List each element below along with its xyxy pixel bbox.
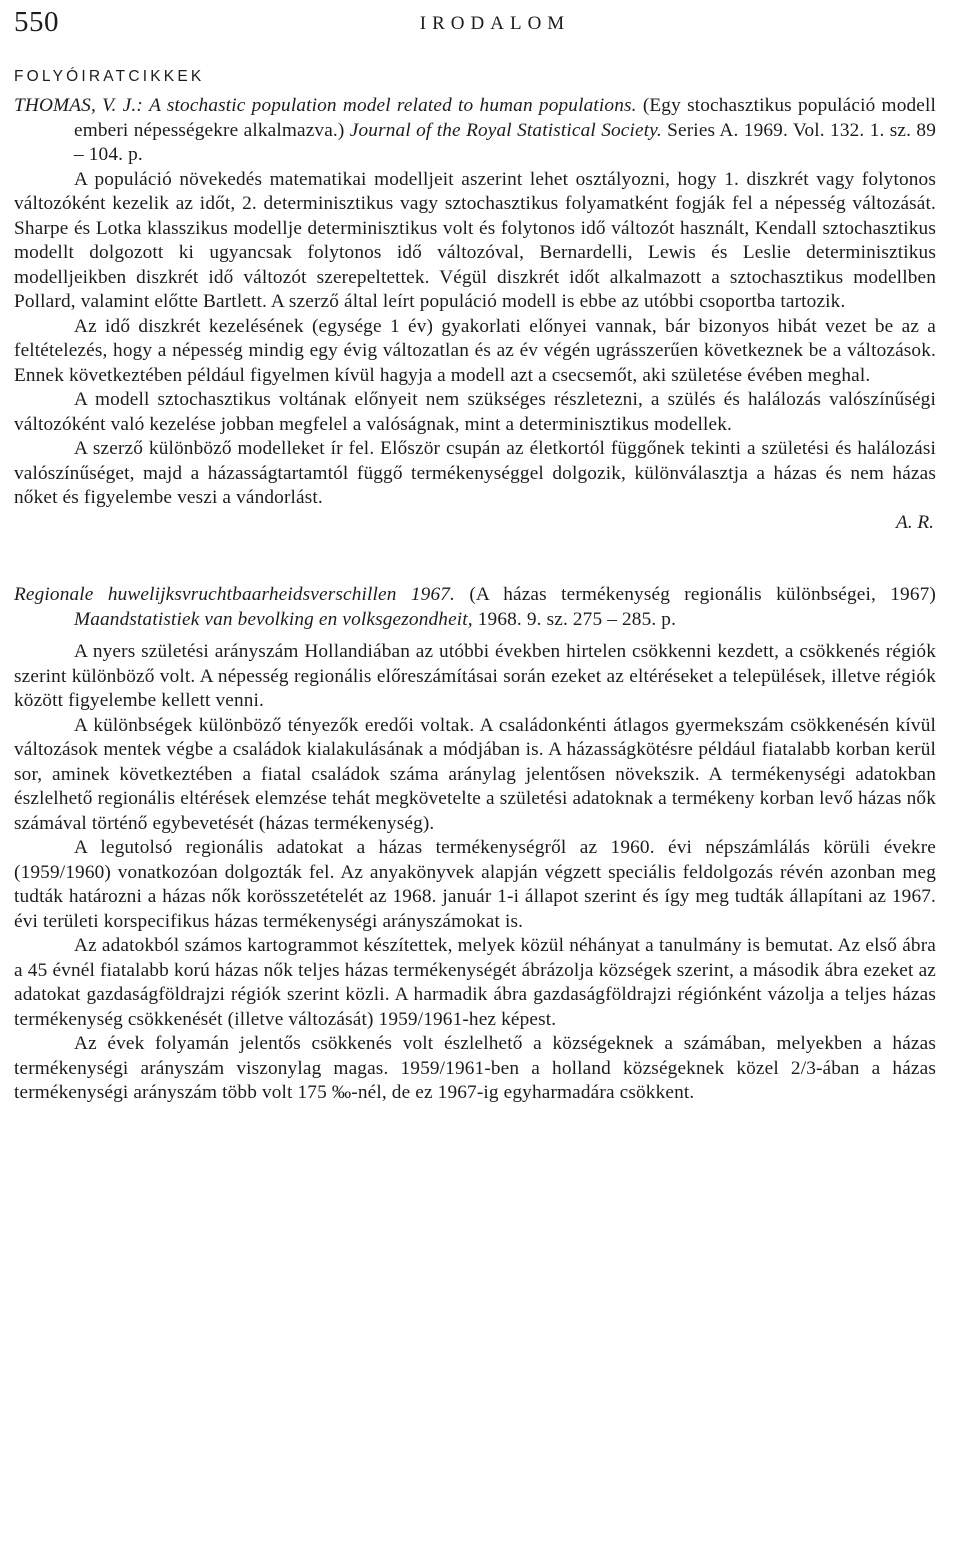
citation	[14, 94, 936, 168]
page-content	[14, 0, 936, 1106]
paragraph: Az évek folyamán jelentős csökkenés volt észlelhető a községeknek a számában, melyekben a házas termékenységi arányszám viszonylag magas. 1959/1961-ben a holland községeknek közel 2/3-ában a házas termékenységi arányszám több volt 175 ‰-nél, de ez 1967-ig egyharmadára csökkent.	[14, 1033, 936, 1103]
section-label: FOLYÓIRATCIKKEK	[14, 68, 205, 85]
page-number: 550	[14, 6, 59, 38]
citation-author: THOMAS, V. J.:	[14, 95, 143, 116]
citation	[14, 583, 936, 632]
citation-title: Regionale huwelijksvruchtbaarheidsverschillen 1967.	[14, 584, 455, 605]
review-entry-regionale	[14, 583, 936, 1106]
entry-separator	[14, 535, 936, 583]
paragraph: A modell sztochasztikus voltának előnyeit nem szükséges részletezni, a szülés és halálozás valószínűségi változóként való kezelése jobban megfelel a valóságnak, mint a determinisztikus modellek.	[14, 389, 936, 435]
citation-translation: (Egy stochasztikus populáció modell emberi népességekre alkalmazva.)	[74, 95, 937, 141]
review-entry-thomas	[14, 94, 936, 535]
paragraph: A legutolsó regionális adatokat a házas termékenységről az 1960. évi népszámlálás körüli évekre (1959/1960) vonatkozóan dolgozták fel. Az anyakönyvek alapján végzett speciális feldolgozás révén azonban meg tudták határozni a házas nők korösszetételét az 1968. január 1-i állapot szerint és így meg tudták állapítani az 1967. évi területi korspecifikus házas termékenységi arányszámokat is.	[14, 837, 936, 932]
running-head: IRODALOM	[419, 13, 571, 34]
page-header	[14, 0, 936, 60]
citation-translation: (A házas termékenység regionális különbségei, 1967)	[469, 584, 936, 605]
citation-details: Series A. 1969. Vol. 132. 1. sz. 89 – 104. p.	[74, 119, 937, 165]
reviewer-signature: A. R.	[895, 511, 934, 533]
citation-details: 1968. 9. sz. 275 – 285. p.	[477, 608, 677, 630]
paragraph: A különbségek különböző tényezők eredői voltak. A családonkénti átlagos gyermekszám csökkenésén kívül változások mentek végbe a családok kialakulásának a módjában is. A házasságkötésre például fiatalabb korban kerül sor, aminek következtében a fiatal családok száma aránylag jelentősen növekszik. A termékenységi adatokban észlelhető regionális eltérések elemzése tehát megkövetelte a születési adatoknak a termékeny korban levő házas nők számával történő egybevetését (házas termékenység).	[14, 714, 936, 834]
paragraph: A szerző különböző modelleket ír fel. Először csupán az életkortól függőnek tekinti a születési és halálozási valószínűséget, majd a házasságtartamtól függő termékenységgel dolgozik, különválasztja a házas és nem házas nőket és figyelembe veszi a vándorlást.	[14, 438, 936, 508]
citation-title: A stochastic population model related to human populations.	[149, 95, 637, 116]
paragraph: Az idő diszkrét kezelésének (egysége 1 év) gyakorlati előnyei vannak, bár bizonyos hibát vezet be az a feltételezés, hogy a népesség mindig egy évig változatlan és az év végén ugrásszerűen következnek be a változások. Ennek következtében például figyelmen kívül hagyja a modell azt a csecsemőt, aki születése évében meghal.	[14, 315, 936, 386]
paragraph: A nyers születési arányszám Hollandiában az utóbbi években hirtelen csökkenni kezdett, a csökkenés régiók szerint különböző volt. A népesség regionális előreszámításai során ezeket az eltéréseket a települések, illetve régiók között figyelembe kellett venni.	[14, 641, 936, 711]
paragraph: A populáció növekedés matematikai modelljeit aszerint lehet osztályozni, hogy 1. diszkrét vagy folytonos változóként kezelik az időt, 2. determinisztikus vagy sztochasztikus folyamatként fogják fel a népesség változását. Sharpe és Lotka klasszikus modellje determinisztikus volt és folytonos idő változót használt, Kendall sztochasztikus modellt dolgozott ki ugyancsak folytonos idő változóval, Bernardelli, Lewis és Leslie determinisztikus modelljeikben diszkrét idő változót szerepeltettek. Végül diszkrét időt alkalmazott a sztochasztikus modellben Pollard, valamint előtte Bartlett. A szerző által leírt populáció modell is ebbe az utóbbi csoportba tartozik.	[14, 168, 936, 312]
paragraph: Az adatokból számos kartogrammot készítettek, melyek közül néhányat a tanulmány is bemutat. Az első ábra a 45 évnél fiatalabb korú házas nők teljes házas termékenységét ábrázolja községek szerint, a második ábra ezeket az adatokat gazdaságföldrajzi régiók szerint közli. A harmadik ábra gazdaságföldrajzi régiónként vázolja a teljes házas termékenység csökkenését (illetve változását) 1959/1961-hez képest.	[14, 935, 936, 1030]
citation-journal: Journal of the Royal Statistical Society.	[349, 119, 662, 141]
citation-journal: Maandstatistiek van bevolking en volksgezondheit,	[74, 608, 473, 630]
